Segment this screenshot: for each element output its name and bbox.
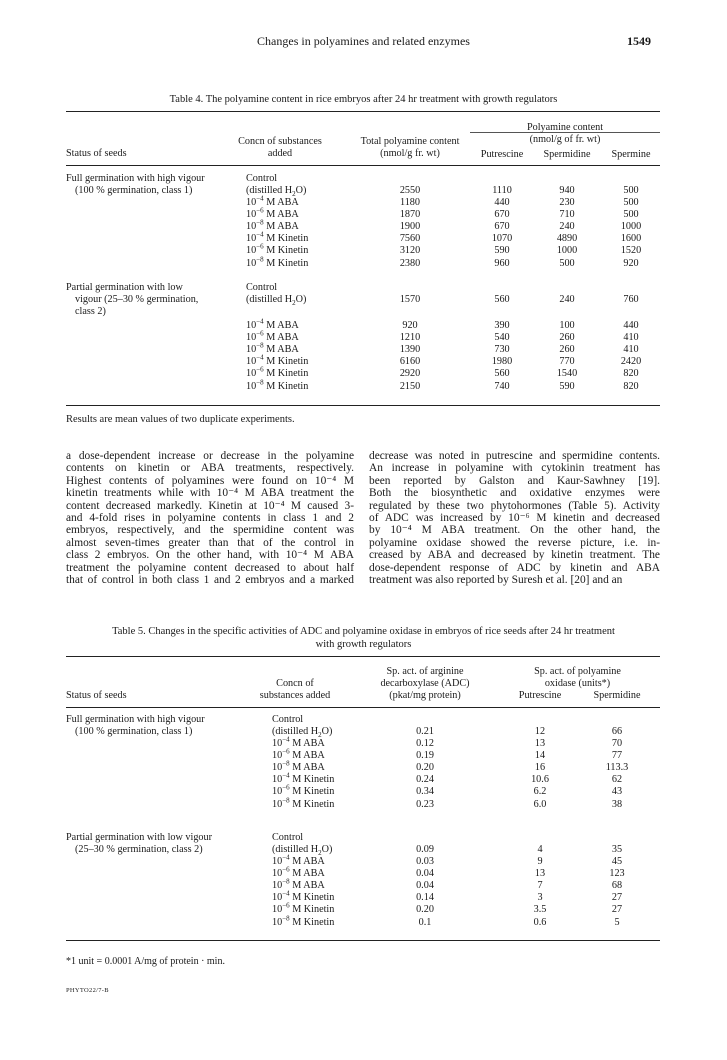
text-line: embryos, respectively, and the spermidine content was [66, 524, 354, 537]
concn-cell: $10^{-4}$ M ABA [272, 735, 325, 749]
adc-cell: 0.20 [416, 762, 434, 774]
t4-header-total-1: Total polyamine content [360, 136, 460, 147]
adc-cell: 0.1 [418, 916, 432, 928]
putrescine-cell: 0.6 [533, 916, 547, 928]
concn-cell: $10^{-6}$ M ABA [246, 329, 299, 344]
spermidine-cell: 710 [559, 209, 575, 221]
t5-g2-control: Control [272, 832, 304, 843]
text-line: Both the biosynthetic and oxidative enzymes were [369, 487, 660, 500]
t5-g1-distilled: (distilled $H_2O$) [272, 726, 333, 740]
putrescine-cell: 670 [494, 221, 510, 233]
t4-header-putrescine: Putrescine [480, 149, 524, 160]
concn-cell: $10^{-4}$ M Kinetin [246, 353, 309, 368]
text-line: treatment was also reported by Suresh et al. [20] and an [369, 574, 623, 587]
adc-cell: 0.04 [416, 880, 434, 892]
spermine-cell: 820 [623, 380, 639, 392]
spermine-cell: 500 [623, 197, 639, 208]
t4-footnote: Results are mean values of two duplicate experiments. [66, 414, 295, 425]
text-line: class 2 embryos. On the other hand, with 10⁻⁴ M ABA [66, 549, 354, 562]
putrescine-cell: 7 [537, 880, 543, 892]
concn-cell: $10^{-6}$ M ABA [272, 747, 325, 762]
total-cell: 1900 [399, 221, 421, 233]
t5-group2-label-1: Partial germination with low vigour [66, 832, 212, 843]
putrescine-cell: 960 [494, 257, 510, 269]
t4-g1-control-put: 1110 [492, 185, 512, 196]
t5-group2-label-2: (25–30 % germination, class 2) [75, 844, 203, 855]
spermidine-cell: 1000 [556, 245, 578, 257]
t4-g1-distilled: (distilled $H_2O$) [246, 185, 307, 199]
text-line: of ADC was increased by 10⁻⁶ M kinetin and decreased [369, 512, 660, 525]
t4-header-status: Status of seeds [66, 148, 127, 159]
spermidine-cell: 590 [559, 380, 575, 392]
concn-cell: $10^{-6}$ M Kinetin [246, 366, 309, 380]
concn-cell: $10^{-8}$ M ABA [246, 341, 299, 356]
t5-g1-control-adc: 0.21 [416, 726, 434, 737]
page-number: 1549 [627, 34, 651, 48]
putrescine-cell: 3 [537, 892, 543, 904]
t5-group1-label-1: Full germination with high vigour [66, 714, 205, 725]
spermine-cell: 820 [623, 368, 639, 380]
t4-g1-control-total: 2550 [399, 185, 421, 196]
t5-footnote: *1 unit = 0.0001 A/mg of protein · min. [66, 956, 225, 967]
t4-header-concn-2: added [267, 148, 293, 159]
total-cell: 2380 [399, 257, 421, 269]
t5-header-adc-1: Sp. act. of arginine [386, 666, 464, 677]
text-line: contents on kinetin or ABA treatments, respectively. [66, 462, 354, 475]
putrescine-cell: 6.2 [533, 786, 547, 798]
text-line: regulated by these two phytohormones (Table 5). Activity [369, 499, 660, 512]
concn-cell: $10^{-4}$ M ABA [246, 317, 299, 331]
running-title: Changes in polyamines and related enzymes [257, 34, 470, 48]
table-4-bottom-rule [66, 405, 660, 406]
spermine-cell: 410 [623, 332, 639, 344]
adc-cell: 0.20 [416, 904, 434, 916]
spermidine-cell: 70 [611, 738, 623, 749]
total-cell: 1870 [399, 209, 421, 221]
concn-cell: $10^{-4}$ M Kinetin [272, 771, 335, 786]
spermine-cell: 1520 [620, 245, 642, 257]
putrescine-cell: 9 [537, 856, 543, 867]
t5-g2-control-spd: 35 [611, 844, 623, 855]
spermidine-cell: 1540 [556, 368, 578, 380]
putrescine-cell: 390 [494, 320, 510, 331]
text-line: An increase in polyamine with cytokinin treatment has [369, 462, 660, 475]
t4-header-concn-1: Concn of substances [238, 136, 322, 147]
t4-g2-control-spm: 760 [623, 294, 639, 305]
t5-header-concn-2: substances added [259, 690, 331, 701]
concn-cell: $10^{-6}$ M Kinetin [272, 902, 335, 916]
concn-cell: $10^{-4}$ M Kinetin [246, 230, 309, 245]
putrescine-cell: 740 [494, 380, 510, 392]
t4-header-pa-1: Polyamine content [526, 122, 604, 133]
concn-cell: $10^{-8}$ M ABA [246, 218, 299, 233]
t5-g2-distilled: (distilled $H_2O$) [272, 844, 333, 858]
t5-group1-label-2: (100 % germination, class 1) [75, 726, 193, 737]
table-4-caption: Table 4. The polyamine content in rice embryos after 24 hr treatment with growth regulators [169, 94, 558, 105]
spermine-cell: 1000 [620, 221, 642, 233]
text-line: and 4-fold rises in polyamine contents in class 1 and 2 [66, 512, 354, 525]
t5-header-adc-2: decarboxylase (ADC) [380, 678, 470, 689]
spermine-cell: 500 [623, 209, 639, 221]
spermidine-cell: 100 [559, 320, 575, 331]
concn-cell: $10^{-4}$ M Kinetin [272, 889, 335, 904]
putrescine-cell: 560 [494, 368, 510, 380]
t5-header-concn-1: Concn of [276, 678, 314, 689]
text-line: creased by ABA and decreased by kinetin treatment. The [369, 549, 660, 562]
spermine-cell: 1600 [620, 233, 642, 245]
t5-g2-control-put: 4 [537, 844, 543, 855]
total-cell: 1210 [399, 332, 421, 344]
t5-header-adc-3: (pkat/mg protein) [389, 690, 461, 701]
concn-cell: $10^{-8}$ M Kinetin [246, 378, 309, 392]
concn-cell: $10^{-8}$ M ABA [272, 877, 325, 892]
t5-header-pao-1: Sp. act. of polyamine [534, 666, 621, 677]
t4-group2-label-2: vigour (25–30 % germination, [75, 294, 199, 305]
adc-cell: 0.03 [416, 856, 434, 867]
spermidine-cell: 230 [559, 197, 575, 208]
table-5-caption-1: Table 5. Changes in the specific activities of ADC and polyamine oxidase in embryos of rice seeds after 24 hr treatment [112, 626, 615, 637]
t5-header-status: Status of seeds [66, 690, 127, 701]
adc-cell: 0.34 [416, 786, 434, 798]
t4-header-spermine: Spermine [611, 149, 651, 160]
t4-group1-label-1: Full germination with high vigour [66, 173, 205, 184]
t5-g2-control-adc: 0.09 [416, 844, 434, 855]
text-line: almost seven-times greater than that of the control in [66, 536, 354, 549]
t5-header-spermidine: Spermidine [593, 690, 641, 701]
putrescine-cell: 13 [534, 738, 546, 749]
t4-g1-control: Control [246, 173, 278, 184]
spermidine-cell: 62 [611, 774, 623, 786]
text-line: a dose-dependent increase or decrease in the polyamine [66, 450, 354, 462]
spermidine-cell: 113.3 [605, 762, 629, 774]
table-5-top-rule [66, 656, 660, 657]
putrescine-cell: 6.0 [533, 798, 547, 810]
table-5-header-rule [66, 707, 660, 708]
text-line: treatment the polyamine content decreased to about half [66, 561, 354, 574]
spermine-cell: 440 [623, 320, 639, 331]
text-line: decrease was noted in putrescine and spermidine contents. [369, 450, 660, 462]
concn-cell: $10^{-6}$ M ABA [246, 206, 299, 221]
table-4-header-rule [66, 165, 660, 166]
total-cell: 920 [402, 320, 418, 331]
adc-cell: 0.04 [416, 868, 434, 880]
concn-cell: $10^{-8}$ M Kinetin [272, 914, 335, 928]
body-text-left [66, 450, 354, 586]
total-cell: 6160 [399, 356, 421, 368]
adc-cell: 0.24 [416, 774, 434, 786]
spermine-cell: 920 [623, 257, 639, 269]
page-code: PHYTO22/7-B [66, 987, 109, 994]
t4-group2-label-1: Partial germination with low [66, 282, 183, 293]
spermidine-cell: 77 [611, 750, 623, 762]
spermidine-cell: 123 [609, 868, 625, 880]
putrescine-cell: 670 [494, 209, 510, 221]
t4-g1-control-spd: 940 [559, 185, 575, 196]
adc-cell: 0.19 [416, 750, 434, 762]
concn-cell: $10^{-8}$ M Kinetin [246, 255, 309, 269]
spermidine-cell: 260 [559, 344, 575, 356]
t5-g1-control-put: 12 [534, 726, 546, 737]
putrescine-cell: 730 [494, 344, 510, 356]
table-5-caption-2: with growth regulators [315, 639, 412, 650]
text-line: been reported by Galston and Kaur-Sawhney [19]. [369, 474, 660, 487]
t4-group1-label-2: (100 % germination, class 1) [75, 185, 193, 196]
spermidine-cell: 500 [559, 257, 575, 269]
body-text-right [369, 450, 660, 586]
spermidine-cell: 45 [611, 856, 623, 867]
spermidine-cell: 38 [611, 798, 623, 810]
text-line: polyamine oxidase showed the reverse picture, i.e. in- [369, 536, 660, 549]
putrescine-cell: 10.6 [531, 774, 549, 786]
spermidine-cell: 27 [611, 904, 623, 916]
total-cell: 7560 [399, 233, 421, 245]
spermidine-cell: 68 [611, 880, 623, 892]
adc-cell: 0.14 [416, 892, 434, 904]
text-line: by 10⁻⁴ M ABA treatment. On the other hand, the [369, 524, 660, 537]
t5-header-pao-2: oxidase (units*) [544, 678, 611, 689]
t5-header-putrescine: Putrescine [518, 690, 562, 701]
text-line: content decreased markedly. Kinetin at 10⁻⁴ M caused 3- [66, 499, 354, 512]
concn-cell: $10^{-4}$ M ABA [246, 194, 299, 208]
table-5-bottom-rule [66, 940, 660, 941]
text-line: dose-dependent response of ADC by kinetin and ABA [369, 561, 660, 574]
spermidine-cell: 43 [611, 786, 623, 798]
total-cell: 1180 [400, 197, 420, 208]
putrescine-cell: 16 [534, 762, 546, 774]
putrescine-cell: 440 [494, 197, 510, 208]
putrescine-cell: 1980 [491, 356, 513, 368]
total-cell: 2150 [399, 380, 421, 392]
text-line: that of control in both class 1 and 2 embryos and a marked [66, 574, 354, 587]
t4-g2-control-spd: 240 [559, 294, 575, 305]
t4-g1-control-spm: 500 [623, 185, 639, 196]
putrescine-cell: 540 [494, 332, 510, 344]
spermidine-cell: 770 [559, 356, 575, 368]
spermidine-cell: 27 [611, 892, 623, 904]
spermine-cell: 410 [623, 344, 639, 356]
text-line: Highest contents of polyamines were found on 10⁻⁴ M [66, 474, 354, 487]
t5-g1-control: Control [272, 714, 304, 725]
spermidine-cell: 240 [559, 221, 575, 233]
table-4-top-rule [66, 111, 660, 112]
t4-g2-distilled: (distilled $H_2O$) [246, 294, 307, 308]
concn-cell: $10^{-6}$ M Kinetin [272, 784, 335, 798]
putrescine-cell: 590 [494, 245, 510, 257]
spermidine-cell: 5 [614, 916, 620, 928]
concn-cell: $10^{-8}$ M ABA [272, 759, 325, 774]
adc-cell: 0.12 [416, 738, 434, 749]
putrescine-cell: 13 [534, 868, 546, 880]
adc-cell: 0.23 [416, 798, 434, 810]
putrescine-cell: 3.5 [533, 904, 547, 916]
t4-group2-label-3: class 2) [75, 306, 106, 317]
total-cell: 1390 [399, 344, 421, 356]
text-line: kinetin treatments while with 10⁻⁴ M ABA treatment the [66, 487, 354, 500]
concn-cell: $10^{-8}$ M Kinetin [272, 796, 335, 810]
t4-g2-control-put: 560 [494, 294, 510, 305]
spermine-cell: 2420 [620, 356, 642, 368]
concn-cell: $10^{-6}$ M Kinetin [246, 243, 309, 257]
putrescine-cell: 14 [534, 750, 546, 762]
concn-cell: $10^{-4}$ M ABA [272, 853, 325, 867]
spermidine-cell: 4890 [556, 233, 578, 245]
t5-g1-control-spd: 66 [611, 726, 623, 737]
concn-cell: $10^{-6}$ M ABA [272, 865, 325, 880]
t4-header-pa-2: (nmol/g of fr. wt) [529, 134, 601, 145]
spermidine-cell: 260 [559, 332, 575, 344]
t4-g2-control-total: 1570 [399, 294, 421, 305]
t4-g2-control: Control [246, 282, 278, 293]
t4-header-total-2: (nmol/g fr. wt) [380, 148, 440, 159]
t4-header-spermidine: Spermidine [543, 149, 591, 160]
putrescine-cell: 1070 [491, 233, 513, 245]
total-cell: 3120 [399, 245, 421, 257]
total-cell: 2920 [399, 368, 421, 380]
